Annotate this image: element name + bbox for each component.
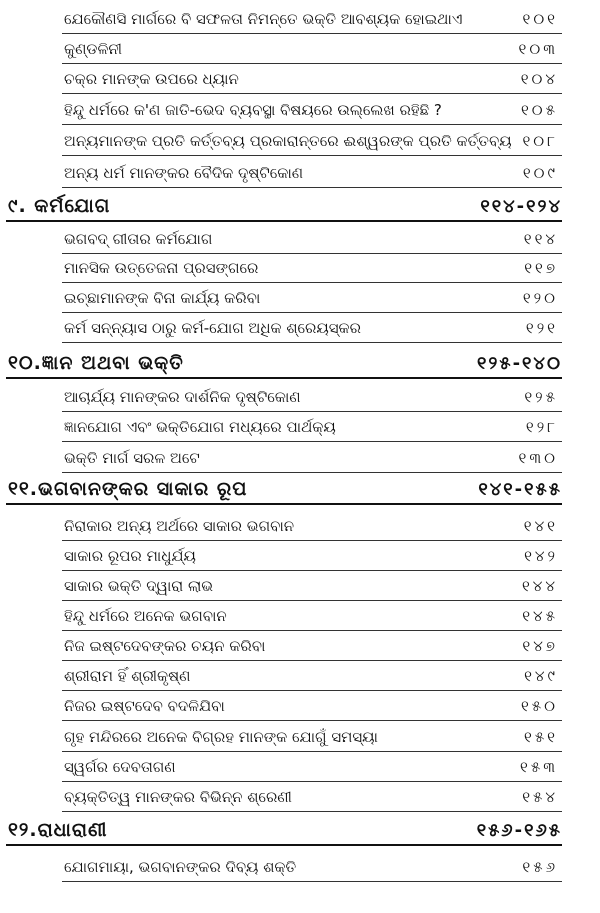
entry-page-number: ୧୨୮ xyxy=(525,418,558,436)
entry-page-number: ୧୫୬ xyxy=(522,858,558,876)
row-divider xyxy=(62,342,562,343)
entry-title: ଯେକୌଣସି ମାର୍ଗରେ ବି ସଫଳତା ନିମନ୍ତେ ଭକ୍ତି ଆବଶ୍ୟକ ହୋଇଥାଏ xyxy=(64,10,463,28)
row-divider xyxy=(6,377,562,379)
entry-page-number: ୧୪୭ xyxy=(522,637,558,655)
toc-entry xyxy=(0,571,600,601)
entry-page-number: ୧୪୪ xyxy=(521,577,558,595)
chapter-title: ୧୧.ଭଗବାନଙ୍କର ସାକାର ରୂପ xyxy=(8,478,248,500)
entry-title: ନିଜର ଇଷ୍ଟଦେବ ବଦଳିଯିବା xyxy=(64,697,225,715)
row-divider xyxy=(6,503,562,505)
chapter-page-range: ୧୫୬-୧୬୫ xyxy=(476,820,562,841)
row-divider xyxy=(62,811,562,812)
row-divider xyxy=(6,844,562,846)
chapter-page-range: ୧୧୪-୧୨୪ xyxy=(480,196,562,217)
toc-entry xyxy=(0,541,600,571)
entry-title: ହିନ୍ଦୁ ଧର୍ମରେ କ'ଣ ଜାତି-ଭେଦ ବ୍ୟବସ୍ଥା ବିଷୟରେ ଉଲ୍ଲେଖ ରହିଛି ? xyxy=(64,101,442,119)
toc-entry xyxy=(0,661,600,691)
toc-entry xyxy=(0,95,600,125)
entry-title: ଗୃହ ମନ୍ଦିରରେ ଅନେକ ବିଗ୍ରହ ମାନଙ୍କ ଯୋଗୁଁ ସମସ୍ୟା xyxy=(64,728,378,746)
toc-entry xyxy=(0,34,600,64)
chapter-page-range: ୧୨୫-୧୪୦ xyxy=(477,353,562,374)
toc-entry xyxy=(0,631,600,661)
entry-page-number: ୧୩୦ xyxy=(518,449,558,467)
entry-title: ନିରାକାର ଅନ୍ୟ ଅର୍ଥରେ ସାକାର ଭଗବାନ xyxy=(64,517,295,535)
entry-title: ଯୋଗମାୟା, ଭଗବାନଙ୍କର ଦିବ୍ୟ ଶକ୍ତି xyxy=(64,858,297,876)
chapter-heading xyxy=(0,349,600,379)
row-divider xyxy=(62,93,562,94)
entry-title: ଇଚ୍ଛାମାନଙ୍କ ବିନା କାର୍ଯ୍ୟ କରିବା xyxy=(64,289,261,307)
toc-entry xyxy=(0,64,600,94)
entry-title: ନିଜ ଇଷ୍ଟଦେବଙ୍କର ଚୟନ କରିବା xyxy=(64,637,266,655)
entry-page-number: ୧୨୧ xyxy=(525,319,558,337)
entry-title: ଭଗବଦ୍ ଗୀତାର କର୍ମଯୋଗ xyxy=(64,230,213,248)
entry-page-number: ୧୪୯ xyxy=(524,667,558,685)
chapter-heading xyxy=(0,192,600,222)
entry-title: ଆଚାର୍ଯ୍ୟ ମାନଙ୍କର ଦାର୍ଶନିକ ଦୃଷ୍ଟିକୋଣ xyxy=(64,388,301,406)
entry-page-number: ୧୦୪ xyxy=(520,70,558,88)
entry-page-number: ୧୦୩ xyxy=(518,40,558,58)
entry-title: କର୍ମ ସନ୍ନ୍ୟାସ ଠାରୁ କର୍ମ-ଯୋଗ ଅଧିକ ଶ୍ରେୟସ୍କର xyxy=(64,319,361,337)
toc-entry xyxy=(0,722,600,752)
entry-title: ସ୍ୱର୍ଗର ଦେବତାଗଣ xyxy=(64,758,176,776)
entry-page-number: ୧୫୪ xyxy=(522,788,558,806)
entry-title: ଭକ୍ତି ମାର୍ଗ ସରଳ ଅଟେ xyxy=(64,449,200,467)
toc-entry xyxy=(0,224,600,254)
toc-entry xyxy=(0,4,600,34)
entry-page-number: ୧୫୧ xyxy=(524,728,558,746)
entry-page-number: ୧୪୨ xyxy=(524,547,558,565)
entry-page-number: ୧୦୮ xyxy=(522,132,558,150)
entry-page-number: ୧୪୧ xyxy=(523,517,558,535)
toc-entry xyxy=(0,382,600,412)
row-divider xyxy=(62,187,562,188)
chapter-title: ୧୨.ରାଧାରାଣୀ xyxy=(8,819,108,841)
entry-title: ମାନସିକ ଉତ୍ତେଜନା ପ୍ରସଙ୍ଗରେ xyxy=(64,259,259,277)
entry-title: ସାକାର ରୂପର ମାଧୁର୍ଯ୍ୟ xyxy=(64,547,196,565)
row-divider xyxy=(62,881,562,882)
toc-entry xyxy=(0,412,600,442)
entry-page-number: ୧୫୩ xyxy=(520,758,558,776)
row-divider xyxy=(62,720,562,721)
toc-entry xyxy=(0,511,600,541)
toc-entry xyxy=(0,313,600,343)
toc-entry xyxy=(0,126,600,156)
toc-entry xyxy=(0,852,600,882)
row-divider xyxy=(62,441,562,442)
entry-page-number: ୧୪୫ xyxy=(522,607,558,625)
entry-title: ଅନ୍ୟ ଧର୍ମ ମାନଙ୍କର ବୈଦିକ ଦୃଷ୍ଟିକୋଣ xyxy=(64,164,304,182)
entry-title: କୁଣ୍ଡଳିନୀ xyxy=(64,40,122,58)
row-divider xyxy=(62,124,562,125)
toc-entry xyxy=(0,752,600,782)
toc-entry xyxy=(0,253,600,283)
entry-title: ସାକାର ଭକ୍ତି ଦ୍ୱାରା ଲାଭ xyxy=(64,577,214,595)
toc-entry xyxy=(0,283,600,313)
row-divider xyxy=(62,472,562,473)
entry-title: ଅନ୍ୟମାନଙ୍କ ପ୍ରତି କର୍ତ୍ତବ୍ୟ ପ୍ରକାରାନ୍ତରେ ଈଶ୍ୱରଙ୍କ ପ୍ରତି କର୍ତ୍ତବ୍ୟ xyxy=(64,132,512,150)
toc-entry xyxy=(0,691,600,721)
entry-title: ବ୍ୟକ୍ତିତ୍ୱ ମାନଙ୍କର ବିଭିନ୍ନ ଶ୍ରେଣୀ xyxy=(64,788,292,806)
entry-title: ଜ୍ଞାନଯୋଗ ଏବଂ ଭକ୍ତିଯୋଗ ମଧ୍ୟରେ ପାର୍ଥକ୍ୟ xyxy=(64,418,336,436)
entry-title: ଶ୍ରୀରାମ ହିଁ ଶ୍ରୀକୃଷ୍ଣ xyxy=(64,667,191,685)
entry-page-number: ୧୨୫ xyxy=(524,388,558,406)
entry-page-number: ୧୦୯ xyxy=(522,164,558,182)
entry-page-number: ୧୦୧ xyxy=(522,10,558,28)
chapter-page-range: ୧୪୧-୧୫୫ xyxy=(478,479,562,500)
entry-title: ହିନ୍ଦୁ ଧର୍ମରେ ଅନେକ ଭଗବାନ xyxy=(64,607,227,625)
entry-page-number: ୧୦୫ xyxy=(520,101,558,119)
chapter-heading xyxy=(0,475,600,505)
entry-page-number: ୧୫୦ xyxy=(520,697,558,715)
row-divider xyxy=(62,155,562,156)
toc-entry xyxy=(0,782,600,812)
entry-page-number: ୧୨୦ xyxy=(522,289,558,307)
entry-title: ଚକ୍ର ମାନଙ୍କ ଉପରେ ଧ୍ୟାନ xyxy=(64,70,239,88)
entry-page-number: ୧୧୭ xyxy=(524,259,558,277)
chapter-heading xyxy=(0,816,600,846)
toc-entry xyxy=(0,601,600,631)
chapter-title: ୯. କର୍ମଯୋଗ xyxy=(8,195,111,217)
row-divider xyxy=(6,220,562,222)
entry-page-number: ୧୧୪ xyxy=(523,230,558,248)
chapter-title: ୧୦.ଜ୍ଞାନ ଅଥବା ଭକ୍ତି xyxy=(8,352,184,374)
toc-entry xyxy=(0,158,600,188)
toc-entry xyxy=(0,443,600,473)
